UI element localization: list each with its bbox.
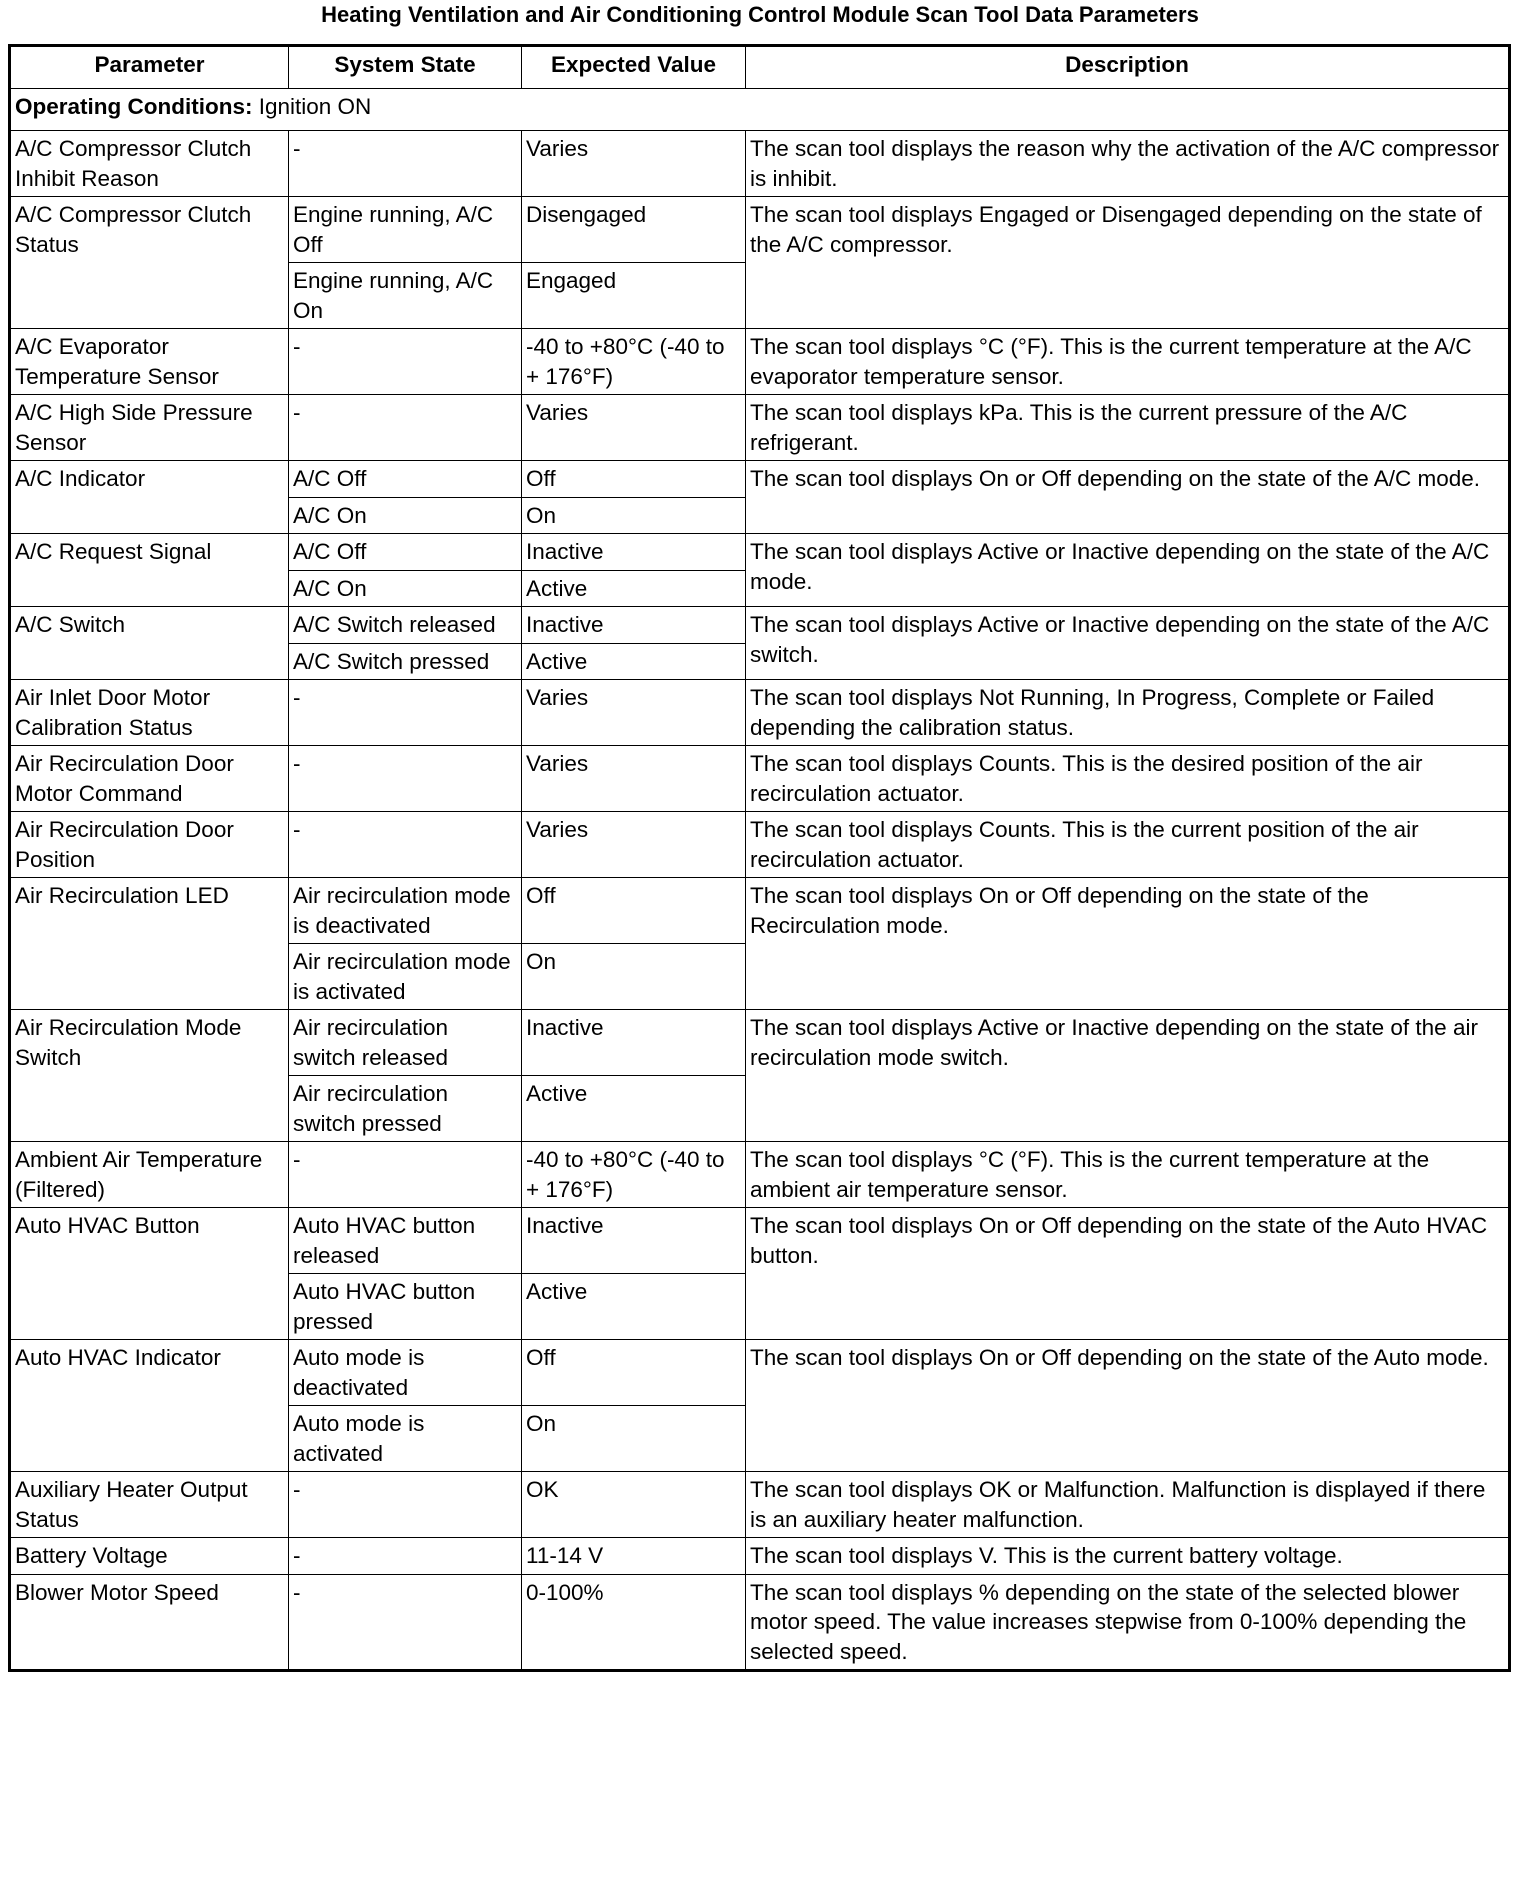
expected-value-cell: Inactive xyxy=(522,1010,746,1076)
description-cell: The scan tool displays Counts. This is the current position of the air recirculation actuator. xyxy=(746,812,1510,878)
system-state-cell: Air recirculation mode is activated xyxy=(289,944,522,1010)
parameter-cell: Blower Motor Speed xyxy=(10,1574,289,1671)
parameter-cell: Auto HVAC Button xyxy=(10,1208,289,1340)
parameter-cell: Air Recirculation Door Position xyxy=(10,812,289,878)
parameter-cell: Air Inlet Door Motor Calibration Status xyxy=(10,680,289,746)
expected-value-cell: Off xyxy=(522,878,746,944)
table-row xyxy=(10,534,1510,571)
system-state-cell: Air recirculation mode is deactivated xyxy=(289,878,522,944)
table-row xyxy=(10,1340,1510,1406)
description-cell: The scan tool displays °C (°F). This is the current temperature at the ambient air temperature sensor. xyxy=(746,1142,1510,1208)
expected-value-cell: Disengaged xyxy=(522,197,746,263)
table-row xyxy=(10,878,1510,944)
header-expected-value: Expected Value xyxy=(522,46,746,89)
description-cell: The scan tool displays On or Off depending on the state of the Auto HVAC button. xyxy=(746,1208,1510,1340)
system-state-cell: - xyxy=(289,1574,522,1671)
system-state-cell: Engine running, A/C On xyxy=(289,263,522,329)
table-row xyxy=(10,197,1510,263)
table-row xyxy=(10,329,1510,395)
system-state-cell: A/C Switch pressed xyxy=(289,643,522,680)
expected-value-cell: 0-100% xyxy=(522,1574,746,1671)
system-state-cell: - xyxy=(289,395,522,461)
expected-value-cell: Off xyxy=(522,1340,746,1406)
parameter-cell: Auto HVAC Indicator xyxy=(10,1340,289,1472)
operating-conditions-value: Ignition ON xyxy=(258,94,372,119)
system-state-cell: A/C Off xyxy=(289,534,522,571)
parameter-cell: Air Recirculation LED xyxy=(10,878,289,1010)
description-cell: The scan tool displays V. This is the current battery voltage. xyxy=(746,1538,1510,1575)
expected-value-cell: On xyxy=(522,497,746,534)
system-state-cell: - xyxy=(289,746,522,812)
header-parameter: Parameter xyxy=(10,46,289,89)
parameter-cell: A/C Request Signal xyxy=(10,534,289,607)
expected-value-cell: Inactive xyxy=(522,534,746,571)
expected-value-cell: Inactive xyxy=(522,1208,746,1274)
parameter-cell: Ambient Air Temperature (Filtered) xyxy=(10,1142,289,1208)
system-state-cell: Air recirculation switch pressed xyxy=(289,1076,522,1142)
description-cell: The scan tool displays Active or Inactive depending on the state of the A/C switch. xyxy=(746,607,1510,680)
expected-value-cell: Inactive xyxy=(522,607,746,644)
description-cell: The scan tool displays Active or Inactive depending on the state of the air recirculation mode switch. xyxy=(746,1010,1510,1142)
document-title: Heating Ventilation and Air Conditioning Control Module Scan Tool Data Parameters xyxy=(321,2,1199,27)
expected-value-cell: On xyxy=(522,944,746,1010)
table-row xyxy=(10,1142,1510,1208)
expected-value-cell: Varies xyxy=(522,746,746,812)
table-row xyxy=(10,1538,1510,1575)
description-cell: The scan tool displays OK or Malfunction. Malfunction is displayed if there is an auxiliary heater malfunction. xyxy=(746,1472,1510,1538)
system-state-cell: - xyxy=(289,1142,522,1208)
expected-value-cell: Varies xyxy=(522,680,746,746)
expected-value-cell: Varies xyxy=(522,395,746,461)
system-state-cell: A/C On xyxy=(289,497,522,534)
parameter-cell: Auxiliary Heater Output Status xyxy=(10,1472,289,1538)
table-row xyxy=(10,746,1510,812)
table-row xyxy=(10,461,1510,498)
expected-value-cell: 11-14 V xyxy=(522,1538,746,1575)
system-state-cell: - xyxy=(289,329,522,395)
description-cell: The scan tool displays Active or Inactive depending on the state of the A/C mode. xyxy=(746,534,1510,607)
table-row xyxy=(10,680,1510,746)
table-row xyxy=(10,131,1510,197)
system-state-cell: - xyxy=(289,680,522,746)
expected-value-cell: Varies xyxy=(522,812,746,878)
scan-tool-parameters-table xyxy=(8,44,1511,1672)
parameter-cell: A/C High Side Pressure Sensor xyxy=(10,395,289,461)
expected-value-cell: On xyxy=(522,1406,746,1472)
parameter-cell: A/C Evaporator Temperature Sensor xyxy=(10,329,289,395)
table-row xyxy=(10,1010,1510,1076)
expected-value-cell: Off xyxy=(522,461,746,498)
description-cell: The scan tool displays Counts. This is the desired position of the air recirculation actuator. xyxy=(746,746,1510,812)
description-cell: The scan tool displays On or Off depending on the state of the Recirculation mode. xyxy=(746,878,1510,1010)
system-state-cell: - xyxy=(289,1472,522,1538)
parameter-cell: A/C Compressor Clutch Status xyxy=(10,197,289,329)
system-state-cell: - xyxy=(289,1538,522,1575)
operating-conditions-row xyxy=(10,89,1510,131)
expected-value-cell: Active xyxy=(522,1274,746,1340)
system-state-cell: Engine running, A/C Off xyxy=(289,197,522,263)
system-state-cell: Air recirculation switch released xyxy=(289,1010,522,1076)
description-cell: The scan tool displays Not Running, In Progress, Complete or Failed depending the calibration status. xyxy=(746,680,1510,746)
description-cell: The scan tool displays the reason why the activation of the A/C compressor is inhibit. xyxy=(746,131,1510,197)
parameter-cell: A/C Switch xyxy=(10,607,289,680)
table-row xyxy=(10,812,1510,878)
description-cell: The scan tool displays °C (°F). This is the current temperature at the A/C evaporator temperature sensor. xyxy=(746,329,1510,395)
table-row xyxy=(10,1208,1510,1274)
system-state-cell: A/C Off xyxy=(289,461,522,498)
system-state-cell: A/C Switch released xyxy=(289,607,522,644)
header-row xyxy=(10,46,1510,89)
expected-value-cell: Active xyxy=(522,1076,746,1142)
system-state-cell: Auto HVAC button released xyxy=(289,1208,522,1274)
system-state-cell: Auto mode is deactivated xyxy=(289,1340,522,1406)
expected-value-cell: Varies xyxy=(522,131,746,197)
description-cell: The scan tool displays On or Off depending on the state of the Auto mode. xyxy=(746,1340,1510,1472)
operating-conditions-cell xyxy=(10,89,1510,131)
table-row xyxy=(10,395,1510,461)
system-state-cell: Auto HVAC button pressed xyxy=(289,1274,522,1340)
expected-value-cell: Engaged xyxy=(522,263,746,329)
description-cell: The scan tool displays % depending on the state of the selected blower motor speed. The value increases stepwise from 0-100% depending the selected speed. xyxy=(746,1574,1510,1671)
parameter-cell: A/C Indicator xyxy=(10,461,289,534)
expected-value-cell: OK xyxy=(522,1472,746,1538)
header-description: Description xyxy=(746,46,1510,89)
expected-value-cell: -40 to +80°C (-40 to + 176°F) xyxy=(522,1142,746,1208)
description-cell: The scan tool displays On or Off depending on the state of the A/C mode. xyxy=(746,461,1510,534)
table-body xyxy=(10,89,1510,1671)
system-state-cell: A/C On xyxy=(289,570,522,607)
description-cell: The scan tool displays kPa. This is the current pressure of the A/C refrigerant. xyxy=(746,395,1510,461)
expected-value-cell: Active xyxy=(522,570,746,607)
operating-conditions-label: Operating Conditions: xyxy=(15,94,253,119)
header-system-state: System State xyxy=(289,46,522,89)
description-cell: The scan tool displays Engaged or Disengaged depending on the state of the A/C compressor. xyxy=(746,197,1510,329)
expected-value-cell: Active xyxy=(522,643,746,680)
parameter-cell: Battery Voltage xyxy=(10,1538,289,1575)
system-state-cell: - xyxy=(289,812,522,878)
parameter-cell: Air Recirculation Mode Switch xyxy=(10,1010,289,1142)
expected-value-cell: -40 to +80°C (-40 to + 176°F) xyxy=(522,329,746,395)
table-row xyxy=(10,1574,1510,1671)
system-state-cell: Auto mode is activated xyxy=(289,1406,522,1472)
system-state-cell: - xyxy=(289,131,522,197)
table-row xyxy=(10,607,1510,644)
parameter-cell: A/C Compressor Clutch Inhibit Reason xyxy=(10,131,289,197)
table-row xyxy=(10,1472,1510,1538)
parameter-cell: Air Recirculation Door Motor Command xyxy=(10,746,289,812)
